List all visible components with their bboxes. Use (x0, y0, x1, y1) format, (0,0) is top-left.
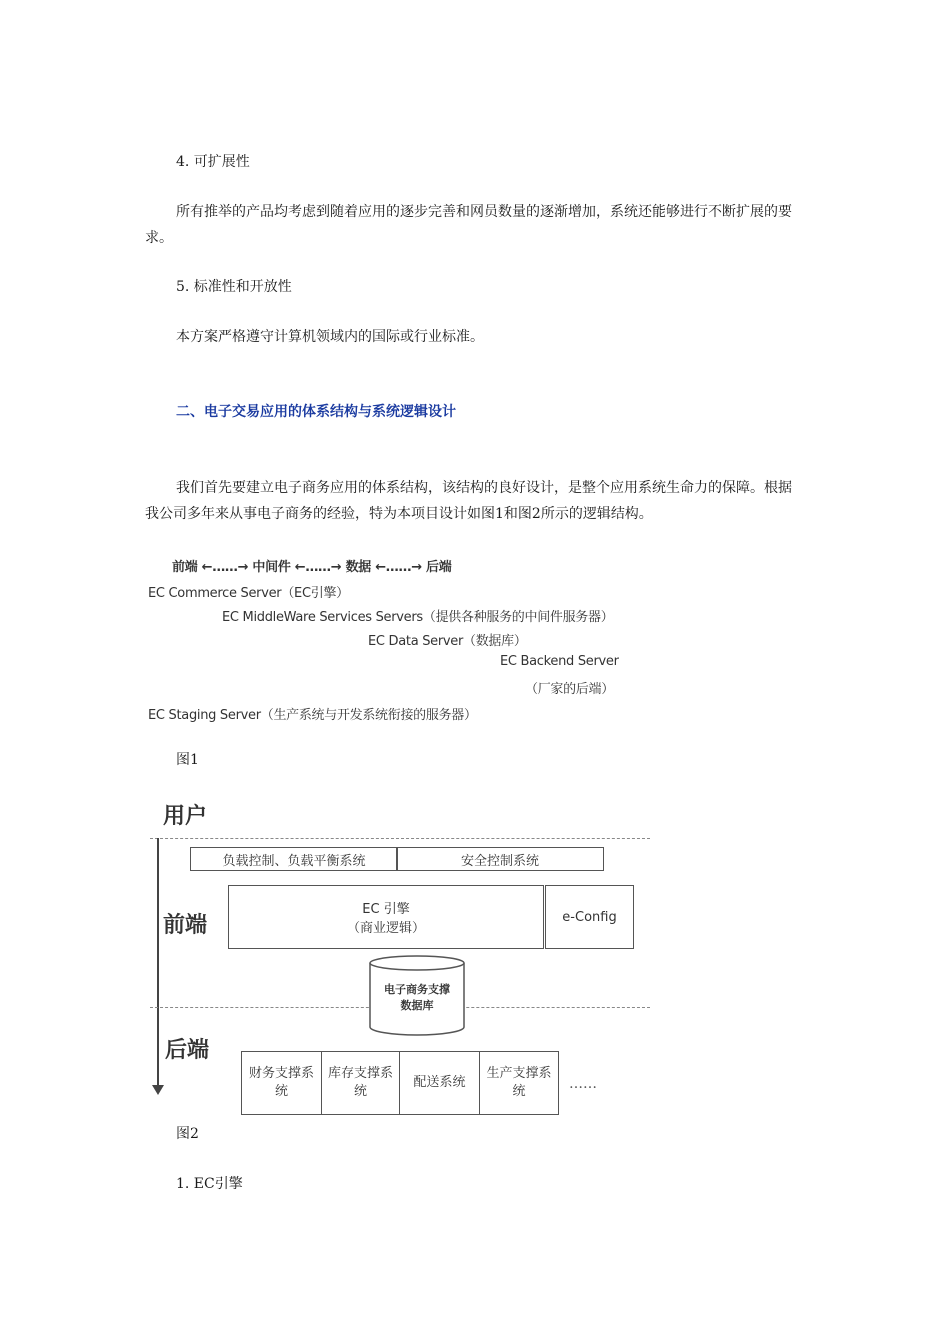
fig2-arrow-down-icon (152, 1085, 164, 1095)
fig2-ellipsis: …… (569, 1076, 597, 1092)
fig2-front-label: 前端 (163, 913, 208, 938)
fig2-backend-systems-row (241, 1051, 559, 1115)
fig2-finance-system: 财务支撑系统 (242, 1052, 322, 1114)
fig1-backend-server: EC Backend Server (500, 654, 619, 669)
fig2-database-label (370, 978, 464, 1018)
fig1-commerce-server: EC Commerce Server（EC引擎） (148, 586, 349, 601)
heading-scalability: 4. 可扩展性 (176, 154, 250, 170)
fig2-db-line1: 电子商务支撑 (384, 983, 450, 996)
fig2-security-box: 安全控制系统 (396, 847, 604, 871)
paragraph-scalability: 所有推举的产品均考虑到随着应用的逐步完善和网员数量的逐渐增加，系统还能够进行不断扩展的要求。 (145, 204, 792, 246)
fig2-delivery-system: 配送系统 (400, 1052, 480, 1114)
fig1-middleware-servers: EC MiddleWare Services Servers（提供各种服务的中间件服务器） (222, 610, 614, 625)
heading-standards: 5. 标准性和开放性 (176, 279, 292, 295)
fig2-ec-engine-sub: （商业逻辑） (346, 921, 425, 936)
fig2-inventory-system: 库存支撑系统 (322, 1052, 400, 1114)
fig2-top-divider (150, 838, 650, 839)
figure-2-diagram (145, 793, 650, 1123)
fig2-db-line2: 数据库 (400, 999, 434, 1012)
fig1-header: 前端 ←……→ 中间件 ←……→ 数据 ←……→ 后端 (172, 560, 452, 575)
figure-2-caption: 图2 (176, 1126, 199, 1142)
fig2-production-system: 生产支撑系统 (486, 1066, 552, 1099)
paragraph-architecture: 我们首先要建立电子商务应用的体系结构，该结构的良好设计，是整个应用系统生命力的保障。根据我公司多年来从事电子商务的经验，特为本项目设计如图1和图2所示的逻辑结构。 (145, 480, 792, 522)
fig1-backend-note: （厂家的后端） (525, 682, 614, 697)
fig1-data-server: EC Data Server（数据库） (368, 634, 527, 649)
heading-ec-engine: 1. EC引擎 (176, 1176, 243, 1192)
section-heading-architecture: 二、电子交易应用的体系结构与系统逻辑设计 (176, 404, 456, 420)
figure-1-diagram (140, 548, 700, 730)
fig2-flow-line (157, 838, 159, 1090)
figure-1-caption: 图1 (176, 752, 199, 768)
fig2-back-label: 后端 (165, 1038, 210, 1063)
paragraph-standards: 本方案严格遵守计算机领域内的国际或行业标准。 (176, 329, 484, 345)
fig2-ec-engine-label: EC 引擎 (362, 902, 410, 917)
fig2-user-label: 用户 (163, 804, 208, 829)
fig2-ec-engine-box (228, 885, 544, 949)
fig1-staging-server: EC Staging Server（生产系统与开发系统衔接的服务器） (148, 708, 477, 723)
fig2-load-balancing-box: 负载控制、负载平衡系统 (190, 847, 398, 871)
fig2-econfig-box: e-Config (545, 885, 634, 949)
